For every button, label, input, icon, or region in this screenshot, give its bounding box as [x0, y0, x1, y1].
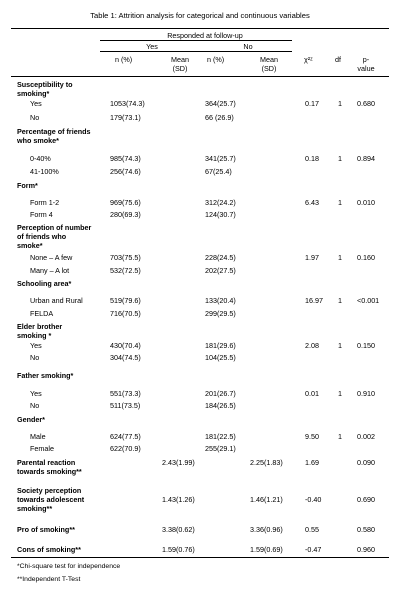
- cell-no-m: 1.59(0.69): [250, 545, 283, 554]
- cell-chi: 16.97: [305, 296, 323, 305]
- row-label: Yes: [30, 341, 42, 350]
- cell-df: 1: [338, 198, 342, 207]
- header-group-rule: [100, 40, 292, 41]
- cell-no-m: 3.36(0.96): [250, 525, 283, 534]
- cell-p: 0.010: [357, 198, 375, 207]
- cell-no-m: 2.25(1.83): [250, 458, 283, 467]
- cell-df: 1: [338, 432, 342, 441]
- cell-p: 0.910: [357, 389, 375, 398]
- row-heading: Cons of smoking**: [17, 545, 81, 554]
- row-label: Form 4: [30, 210, 53, 219]
- row-heading: of friends who: [17, 232, 67, 242]
- row-heading: Percentage of friends: [17, 127, 91, 136]
- cell-p: 0.960: [357, 545, 375, 554]
- row-label: Urban and Rural: [30, 296, 83, 305]
- row-label: 41-100%: [30, 167, 59, 176]
- row-label: Many – A lot: [30, 266, 70, 275]
- header-yes-mean: Mean: [171, 55, 189, 64]
- cell-yes-n: 985(74.3): [110, 154, 141, 163]
- header-no-mean: Mean: [260, 55, 278, 64]
- cell-chi: -0.47: [305, 545, 322, 554]
- cell-yes-n: 511(73.5): [110, 401, 141, 410]
- footnote-t-test: **Independent T-Test: [17, 576, 81, 583]
- cell-no-n: 181(22.5): [205, 432, 236, 441]
- cell-chi: 0.18: [305, 154, 319, 163]
- cell-yes-m: 1.43(1.26): [162, 495, 195, 505]
- cell-p: 0.580: [357, 525, 375, 534]
- cell-df: 1: [338, 341, 342, 350]
- header-no-n: n (%): [207, 55, 225, 64]
- row-heading: Schooling area*: [17, 279, 72, 288]
- table-bottom-rule: [11, 557, 389, 558]
- header-no-sd: (SD): [261, 64, 277, 73]
- header-p: p-: [362, 55, 370, 64]
- header-chi: χ²ᶻ: [304, 55, 313, 64]
- row-heading: Perception of number: [17, 223, 92, 232]
- header-df: df: [335, 55, 341, 64]
- cell-yes-n: 969(75.6): [110, 198, 141, 207]
- cell-no-n: 255(29.1): [205, 444, 236, 453]
- row-label: Yes: [30, 99, 42, 108]
- cell-p: <0.001: [357, 296, 380, 305]
- cell-yes-n: 622(70.9): [110, 444, 141, 453]
- cell-chi: 0.17: [305, 99, 319, 108]
- header-yes-n: n (%): [115, 55, 133, 64]
- cell-yes-n: 304(74.5): [110, 353, 141, 362]
- row-label: Female: [30, 444, 54, 453]
- cell-p: 0.680: [357, 99, 375, 108]
- row-heading: smoking**: [17, 504, 53, 514]
- cell-p: 0.690: [357, 495, 375, 505]
- cell-yes-n: 703(75.5): [110, 253, 141, 262]
- row-label: Yes: [30, 389, 42, 398]
- row-heading: Society perception: [17, 486, 82, 495]
- cell-chi: -0.40: [305, 495, 322, 505]
- row-label: FELDA: [30, 309, 54, 318]
- cell-chi: 9.50: [305, 432, 319, 441]
- cell-no-n: 364(25.7): [205, 99, 236, 108]
- cell-df: 1: [338, 253, 342, 262]
- cell-chi: 1.97: [305, 253, 319, 262]
- row-heading: Elder brother: [17, 322, 63, 331]
- cell-p: 0.160: [357, 253, 375, 262]
- row-heading: smoke*: [17, 241, 43, 251]
- table-top-rule: [11, 28, 389, 29]
- row-heading: towards adolescent: [17, 495, 85, 505]
- row-heading: towards smoking**: [17, 467, 82, 477]
- cell-df: 1: [338, 154, 342, 163]
- row-heading: Father smoking*: [17, 371, 74, 380]
- cell-yes-n: 256(74.6): [110, 167, 141, 176]
- cell-chi: 1.69: [305, 458, 319, 467]
- cell-no-n: 184(26.5): [205, 401, 236, 410]
- cell-no-n: 133(20.4): [205, 296, 236, 305]
- cell-yes-m: 1.59(0.76): [162, 545, 195, 554]
- cell-no-n: 228(24.5): [205, 253, 236, 262]
- cell-yes-n: 430(70.4): [110, 341, 141, 350]
- cell-no-n: 299(29.5): [205, 309, 236, 318]
- header-yes-sd: (SD): [172, 64, 188, 73]
- cell-chi: 2.08: [305, 341, 319, 350]
- header-group-label: Responded at follow-up: [167, 31, 243, 40]
- cell-yes-m: 2.43(1.99): [162, 458, 195, 467]
- cell-yes-n: 280(69.3): [110, 210, 141, 219]
- cell-no-n: 312(24.2): [205, 198, 236, 207]
- row-label: None – A few: [30, 253, 73, 262]
- cell-p: 0.150: [357, 341, 375, 350]
- cell-df: 1: [338, 99, 342, 108]
- cell-no-n: 181(29.6): [205, 341, 236, 350]
- header-bottom-rule: [11, 76, 389, 77]
- row-label: 0-40%: [30, 154, 51, 163]
- header-p-value: value: [357, 64, 375, 73]
- header-yes: Yes: [146, 42, 158, 51]
- table-caption: Table 1: Attrition analysis for categorical and continuous variables: [90, 11, 310, 20]
- cell-no-n: 104(25.5): [205, 353, 236, 362]
- row-label: No: [30, 113, 40, 122]
- cell-yes-n: 716(70.5): [110, 309, 141, 318]
- row-heading: smoking *: [17, 331, 52, 341]
- row-label: No: [30, 353, 40, 362]
- cell-no-n: 341(25.7): [205, 154, 236, 163]
- row-label: No: [30, 401, 40, 410]
- header-no: No: [243, 42, 253, 51]
- row-heading: Gender*: [17, 415, 45, 424]
- cell-yes-m: 3.38(0.62): [162, 525, 195, 534]
- row-heading: Parental reaction: [17, 458, 76, 467]
- row-label: Form 1-2: [30, 198, 60, 207]
- cell-no-n: 67(25.4): [205, 167, 232, 176]
- row-label: Male: [30, 432, 46, 441]
- footnote-chi-square: *Chi-square test for independence: [17, 563, 121, 570]
- cell-yes-n: 624(77.5): [110, 432, 141, 441]
- row-heading: Susceptibility to: [17, 80, 73, 89]
- cell-df: 1: [338, 389, 342, 398]
- row-heading: Form*: [17, 181, 38, 190]
- cell-no-n: 201(26.7): [205, 389, 236, 398]
- cell-yes-n: 532(72.5): [110, 266, 141, 275]
- cell-p: 0.090: [357, 458, 375, 467]
- cell-chi: 6.43: [305, 198, 319, 207]
- cell-p: 0.002: [357, 432, 375, 441]
- row-heading: smoking*: [17, 89, 50, 99]
- cell-yes-n: 551(73.3): [110, 389, 141, 398]
- cell-no-m: 1.46(1.21): [250, 495, 283, 505]
- cell-no-n: 202(27.5): [205, 266, 236, 275]
- cell-chi: 0.01: [305, 389, 319, 398]
- row-heading: Pro of smoking**: [17, 525, 75, 534]
- cell-chi: 0.55: [305, 525, 319, 534]
- cell-yes-n: 519(79.6): [110, 296, 141, 305]
- cell-yes-n: 1053(74.3): [110, 99, 145, 108]
- cell-yes-n: 179(73.1): [110, 113, 141, 122]
- cell-no-n: 124(30.7): [205, 210, 236, 219]
- cell-p: 0.894: [357, 154, 375, 163]
- cell-no-n: 66 (26.9): [205, 113, 234, 122]
- cell-df: 1: [338, 296, 342, 305]
- header-sub-rule: [100, 51, 292, 52]
- row-heading: who smoke*: [17, 136, 59, 146]
